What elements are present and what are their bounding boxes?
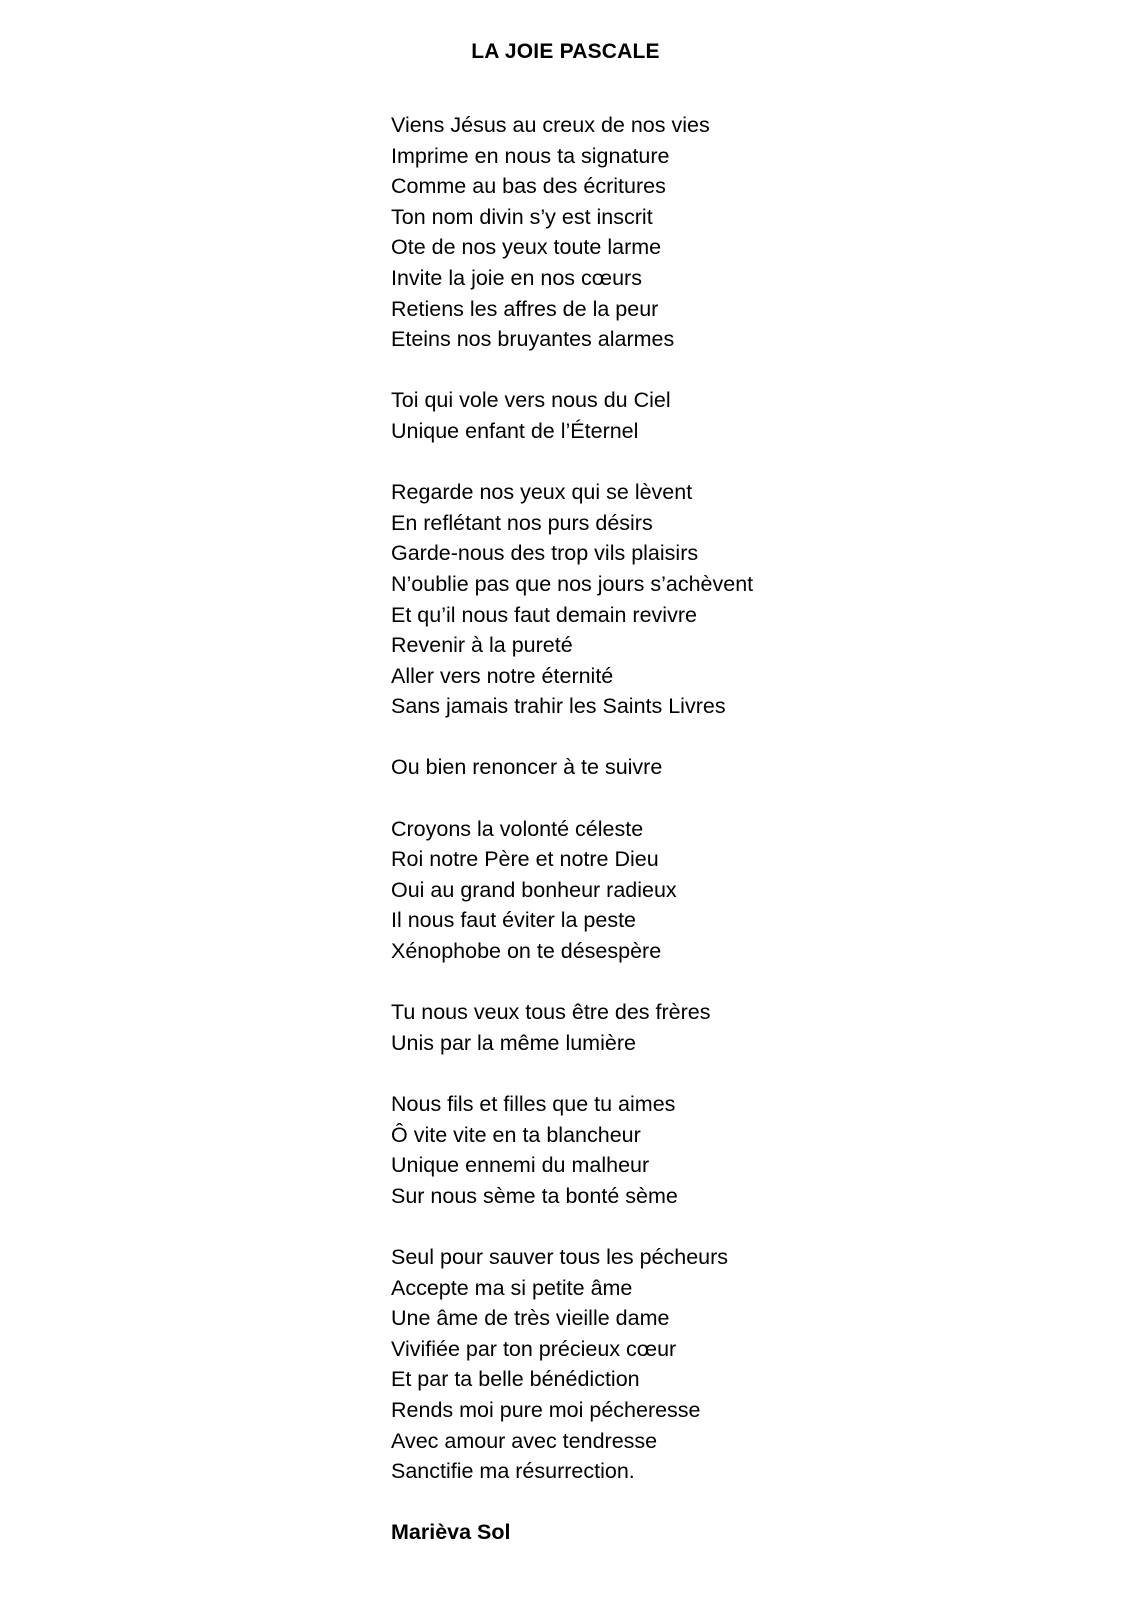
poem-line: Sur nous sème ta bonté sème (391, 1183, 678, 1208)
stanza-6 (391, 997, 1091, 1058)
poem-line: Sanctifie ma résurrection. (391, 1459, 635, 1484)
stanza-5 (391, 814, 1091, 967)
poem-line: Unis par la même lumière (391, 1030, 636, 1055)
poem-line: Rends moi pure moi pécheresse (391, 1397, 701, 1422)
poem-line: Toi qui vole vers nous du Ciel (391, 388, 671, 413)
poem-line: Accepte ma si petite âme (391, 1275, 633, 1300)
poem-line: Eteins nos bruyantes alarmes (391, 327, 675, 352)
poem-line: Roi notre Père et notre Dieu (391, 847, 659, 872)
poem-title: LA JOIE PASCALE (471, 40, 660, 63)
poem-line: Imprime en nous ta signature (391, 143, 670, 168)
poem-line: Tu nous veux tous être des frères (391, 1000, 711, 1025)
poem-line: Ou bien renoncer à te suivre (391, 755, 663, 780)
poem-line: Unique ennemi du malheur (391, 1153, 650, 1178)
poem-line: Revenir à la pureté (391, 633, 573, 658)
stanza-1 (391, 110, 1091, 355)
poem-line: Sans jamais trahir les Saints Livres (391, 694, 726, 719)
poem-line: Il nous faut éviter la peste (391, 908, 637, 933)
poem-line: Invite la joie en nos cœurs (391, 265, 642, 290)
poem-line: Une âme de très vieille dame (391, 1306, 670, 1331)
poem-line: N’oublie pas que nos jours s’achèvent (391, 571, 754, 596)
poem-line: Avec amour avec tendresse (391, 1428, 658, 1453)
poem-line: Comme au bas des écritures (391, 174, 666, 199)
poem-line: Aller vers notre éternité (391, 663, 614, 688)
poem-line: Ote de nos yeux toute larme (391, 235, 662, 260)
poem-line: En reflétant nos purs désirs (391, 510, 653, 535)
poem-line: Seul pour sauver tous les pécheurs (391, 1244, 729, 1269)
poem-line: Unique enfant de l’Éternel (391, 418, 639, 443)
stanza-2 (391, 385, 1091, 446)
poem-line: Xénophobe on te désespère (391, 939, 662, 964)
stanza-4 (391, 752, 1091, 783)
poem-line: Croyons la volonté céleste (391, 816, 644, 841)
poem-line: Viens Jésus au creux de nos vies (391, 113, 710, 137)
stanza-7 (391, 1089, 1091, 1211)
poem-line: Ton nom divin s’y est inscrit (391, 204, 653, 229)
poem-line: Ô vite vite en ta blancheur (391, 1122, 641, 1147)
stanza-8 (391, 1242, 1091, 1487)
poem-line: Et par ta belle bénédiction (391, 1367, 640, 1392)
poem-line: Nous fils et filles que tu aimes (391, 1092, 676, 1116)
poem-line: Vivifiée par ton précieux cœur (391, 1336, 677, 1361)
poem-line: Retiens les affres de la peur (391, 296, 659, 321)
poem-line: Oui au grand bonheur radieux (391, 877, 677, 902)
poem-line: Regarde nos yeux qui se lèvent (391, 480, 693, 505)
poem-body (391, 110, 1091, 1548)
stanza-3 (391, 477, 1091, 722)
poem-line: Garde-nous des trop vils plaisirs (391, 541, 699, 566)
poem-author: Marièva Sol (391, 1520, 511, 1545)
poem-line: Et qu’il nous faut demain revivre (391, 602, 697, 627)
